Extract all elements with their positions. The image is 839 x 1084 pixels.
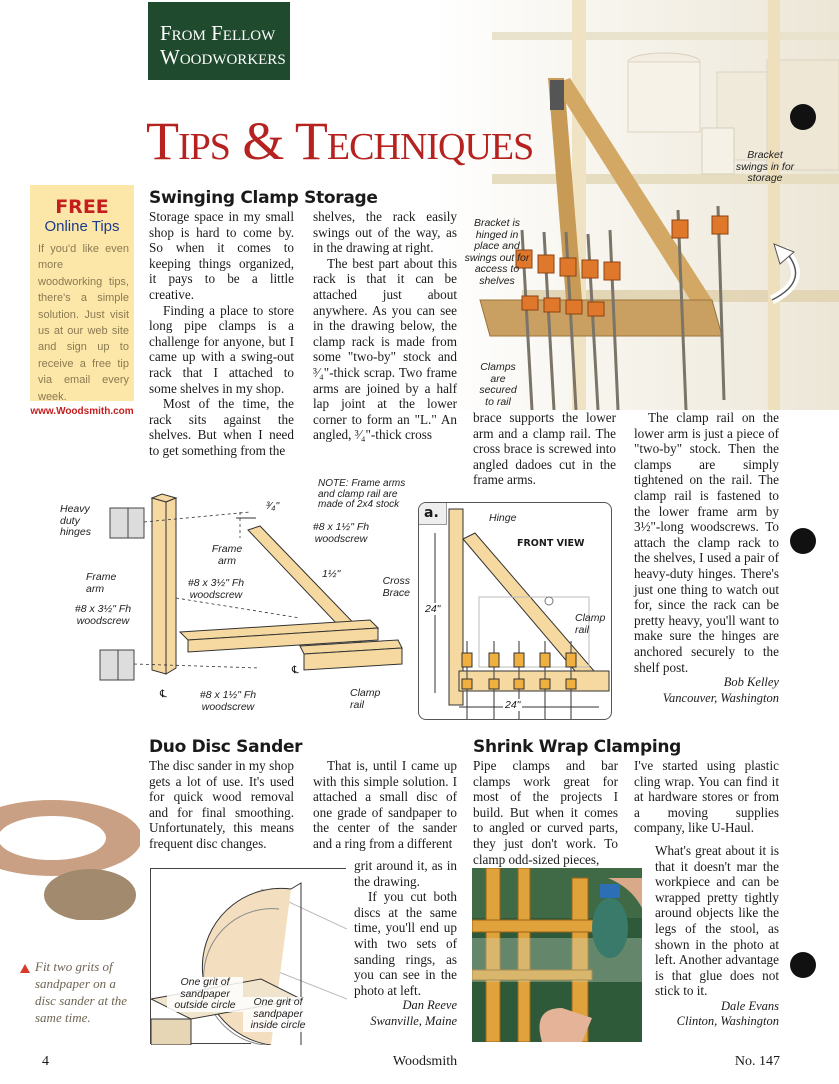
label-bracket-hinged: Bracket is hinged in place and swings out for access to shelves [464,217,530,287]
article1-column-2 [313,209,457,443]
article2-column-2 [313,758,457,852]
label-front-clamp-rail: Clamp rail [575,612,606,636]
label-screw-312-mid: #8 x 3½" Fh woodscrew [187,577,245,601]
article1-column-3 [473,410,616,488]
article3-column-2 [634,758,779,836]
clamp-rack-exploded-drawing [60,478,420,718]
label-screw-112-bottom: #8 x 1½" Fh woodscrew [199,689,257,713]
paragraph: Pipe clamps and bar clamps work great for most of the projects I build. But when it comes to angled or curved parts, they just don't work. To clamp odd-sized pieces, [473,758,618,867]
dimension-24-vertical: 24" [425,603,441,615]
article-title-shrink-wrap: Shrink Wrap Clamping [473,737,682,757]
hole-punch-mark [790,952,816,978]
article2-column-2b [354,858,457,1029]
free-subtitle: Online Tips [44,218,120,235]
paragraph: What's great about it is that it doesn't mar the workpiece and can be wrapped pretty tightly around objects like the legs of the stool, as shown in the photo at left. Another advantage is that glue does not stick to it. [655,843,779,999]
sandpaper-discs-svg [0,800,140,920]
kicker-line-1: From Fellow [160,21,276,45]
author-name: Dan Reeve [402,998,457,1013]
drawing-note: NOTE: Frame arms and clamp rail are made of 2x4 stock [318,478,406,510]
front-view-title: FRONT VIEW [517,538,585,549]
page-title: Tips & Techniques [146,111,534,171]
shelf-photo [432,0,839,410]
label-hinge: Hinge [489,512,517,524]
paragraph: I've started using plastic cling wrap. You can find it at hardware stores or from a moving supplies company, like U-Haul. [634,758,779,836]
dimension-three-quarter: ³⁄₄" [266,500,280,512]
author-location: Clinton, Washington [676,1014,779,1029]
shrink-wrap-stool-photo [472,868,642,1042]
dimension-one-half: 1½" [322,568,341,580]
label-bracket-swings: Bracket swings in for storage [735,149,795,184]
author-location: Vancouver, Washington [662,690,779,705]
paragraph: shelves, the rack easily swings out of the way, as in the drawing at right. [313,209,457,256]
label-inner-grit: One grit of sandpaper inside circle [243,997,313,1032]
paragraph: The best part about this rack is that it can be attached just about anywhere. As you can see in the drawing below, the clamp rack is made from some "two-by" stock and ³⁄₄"-thick scrap. Two frame arms are joined by a half lap joint at the lower corner to form an "L." An angled, ³⁄₄"-thick cross [313,255,457,443]
paragraph: Finding a place to store long pipe clamps is a challenge for anyone, but I came up with a swing-out rack that I attached to some shelves in my shop. [149,302,294,396]
label-screw-112-top: #8 x 1½" Fh woodscrew [312,521,370,545]
author-name: Dale Evans [721,998,779,1013]
panel-letter: a. [419,503,447,525]
hole-punch-mark [790,528,816,554]
label-frame-arm-top: Frame arm [211,543,243,567]
paragraph: That is, until I came up with this simple solution. I attached a small disc of one grade of sandpaper to the center of the sander and a ring from a different [313,758,457,851]
free-tips-sidebar [30,185,134,418]
department-kicker [148,2,290,80]
disc-photo-caption: Fit two grits of sandpaper on a disc sander at the same time. [35,959,128,1025]
clamp-rack-photo-illustration [432,0,839,410]
disc-sander-drawing [150,868,346,1044]
footer-page-number: 4 [42,1054,49,1069]
paragraph: The clamp rail on the lower arm is just a piece of "two-by" stock. Then the clamps are simply tightened on the rail. The clamp rail is fastened to the lower frame arm by 3½"-long woodscrews. To attach the clamp rack to the shelves, I used a pair of heavy-duty hinges. There's just one thing to watch out for, since the rack can be pretty heavy, you'll want to make sure the hinges are anchored securely to the shelf post. [634,410,779,675]
website-link[interactable]: www.Woodsmith.com [30,406,134,418]
footer-magazine: Woodsmith [392,1054,458,1069]
article2-column-1 [149,758,294,852]
centerline-mark: ℄ [160,688,167,700]
caption-triangle-icon [20,964,30,973]
label-screw-312-left: #8 x 3½" Fh woodscrew [74,603,132,627]
paragraph: If you cut both discs at the same time, you'll end up with two sets of sanding rings, as you can see in the photo at left. [354,889,457,998]
paragraph: The disc sander in my shop gets a lot of use. It's used for quick wood removal and for final smoothing. Unfortunately, this means frequent disc changes. [149,758,294,851]
free-heading: FREE [55,196,109,218]
paragraph: Most of the time, the rack sits against the shelves. But when I need to get something from the [149,396,294,458]
label-cross-brace: Cross Brace [382,575,410,599]
free-body: If you'd like even more woodworking tips, there's a simple solution. Just visit us at our web site and sign up to receive a free tip via email every week. [38,243,129,403]
footer-issue: No. 147 [734,1054,780,1069]
author-location: Swanville, Maine [370,1013,457,1028]
article1-column-4 [634,410,779,706]
paragraph: grit around it, as in the drawing. [354,858,457,889]
label-clamps-secured: Clamps are secured to rail [479,361,517,408]
paragraph: Storage space in my small shop is hard to come by. So when it comes to keeping things organized, it pays to be a little creative. [149,209,294,302]
front-view-panel [418,502,612,720]
article-title-disc-sander: Duo Disc Sander [149,737,303,757]
dimension-24-horizontal: 24" [505,699,521,711]
label-outer-grit: One grit of sandpaper outside circle [167,977,243,1012]
centerline-mark: ℄ [292,664,299,676]
article1-column-1 [149,209,294,459]
label-clamp-rail: Clamp rail [350,687,381,711]
article3-column-2b [655,843,779,1030]
label-heavy-duty-hinges: Heavy duty hinges [60,503,91,538]
article-title-clamp-storage: Swinging Clamp Storage [149,188,378,208]
paragraph: brace supports the lower arm and a clamp rail. The cross brace is screwed into angled dadoes cut in the frame arms. [473,410,616,488]
author-name: Bob Kelley [723,675,779,690]
kicker-line-2: Woodworkers [160,45,286,69]
label-frame-arm-left: Frame arm [86,571,117,595]
stool-photo-svg [472,868,642,1042]
hole-punch-mark [790,104,816,130]
sandpaper-ring-photo [0,800,140,920]
article3-column-1 [473,758,618,867]
